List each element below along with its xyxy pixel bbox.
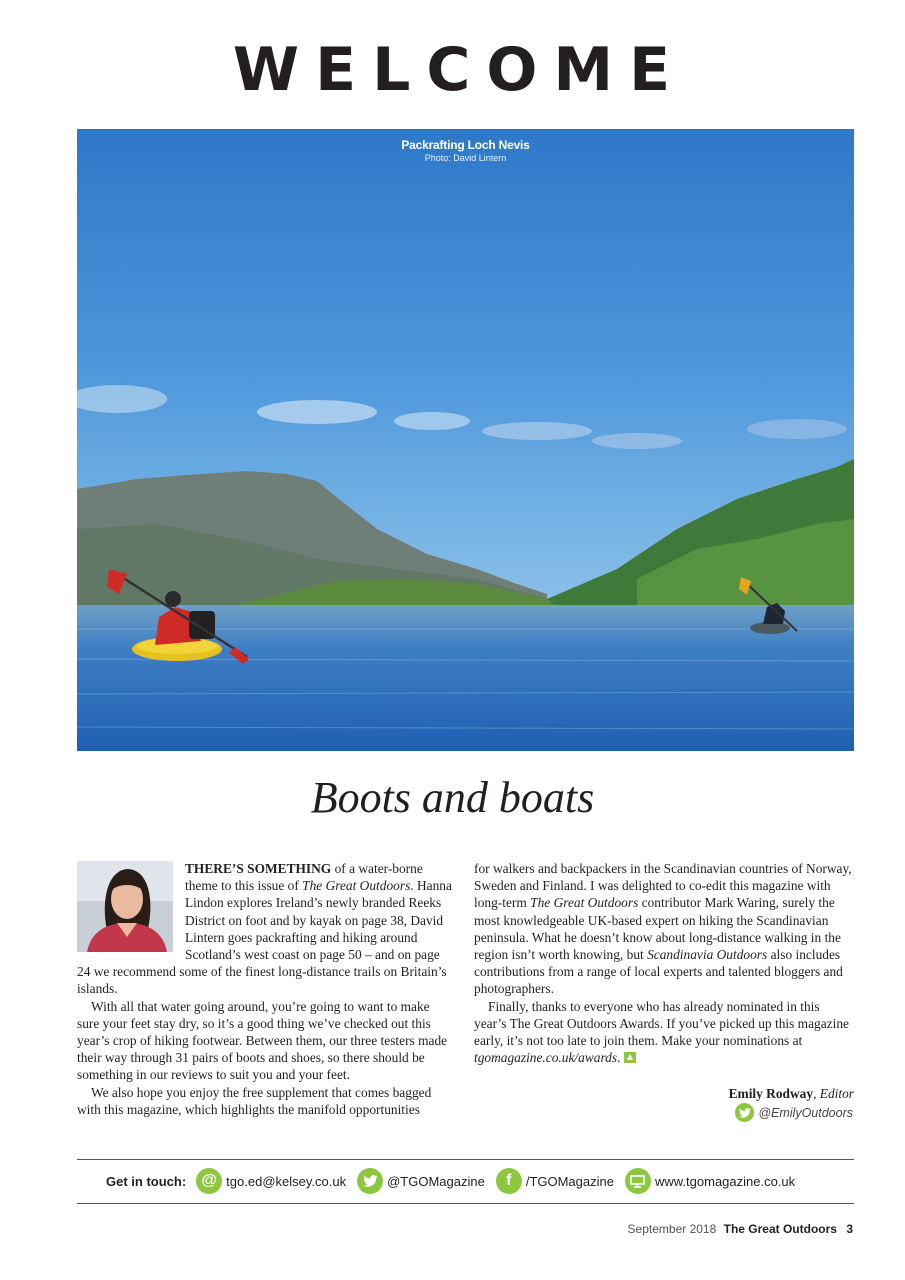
editor-name: Emily Rodway: [728, 1086, 814, 1101]
monitor-icon: [625, 1168, 651, 1194]
contact-twitter-text: @TGOMagazine: [387, 1173, 485, 1189]
paragraph-2: With all that water going around, you’re going to want to make sure your feet stay dry, so it’s a good thing we’ve checked out this year’s crop of hiking footwear. Between them, our three testers made their way through 31 pairs of boots and shoes, so there should be something in our reviews to suit you and your feet.: [77, 998, 448, 1083]
paragraph-3: We also hope you enjoy the free supplement that comes bagged with this magazine, which highlights the manifold opportunities: [77, 1084, 432, 1117]
hero-photo: [77, 129, 854, 751]
contact-bar: [106, 1166, 806, 1196]
p4-end: .: [617, 1050, 621, 1066]
article-headline: Boots and boats: [310, 773, 595, 822]
footer-date: September 2018: [627, 1222, 717, 1236]
p3-cont-publication: The Great Outdoors: [530, 895, 639, 911]
contact-rule-top: [77, 1159, 854, 1160]
facebook-icon: f: [496, 1168, 522, 1194]
p3-cont-a: for walkers and backpackers in the Scandinavian countries of Norway, Sweden and Finland. I was delighted to co-edit this magazine with long-term: [474, 861, 852, 911]
editor-twitter-handle: @EmilyOutdoors: [758, 1105, 853, 1120]
contact-email-text: tgo.ed@kelsey.co.uk: [226, 1173, 347, 1189]
hero-photo-image: [77, 129, 854, 751]
page-number: 3: [846, 1222, 853, 1236]
email-icon: @: [196, 1168, 222, 1194]
awards-link[interactable]: tgomagazine.co.uk/awards: [474, 1050, 618, 1066]
p1-text-a: of a water-borne theme to this issue of: [185, 861, 423, 894]
article-column-left: [77, 860, 455, 1118]
contact-rule-bottom: [77, 1203, 854, 1204]
p3-cont-supplement: Scandinavia Outdoors: [647, 947, 768, 963]
photo-caption: [77, 138, 854, 163]
editor-avatar: [77, 861, 173, 952]
editor-signature: Emily Rodway, Editor: [728, 1086, 854, 1101]
article-column-right: [474, 860, 854, 1066]
contact-twitter[interactable]: [357, 1168, 485, 1194]
p3-cont-b: contributor Mark Waring, surely the most knowledgeable UK-based expert on hiking the Scandinavian peninsula. What he doesn’t know about long-distance walking in the region isn’t worth knowing, but: [474, 895, 841, 963]
page-footer: [628, 1222, 853, 1236]
editor-twitter[interactable]: [735, 1103, 853, 1122]
contact-label: Get in touch:: [106, 1173, 187, 1189]
twitter-icon: [357, 1168, 383, 1194]
page-title: WELCOME: [232, 35, 687, 105]
p1-text-b: . Hanna Lindon explores Ireland’s newly branded Reeks District on foot and by kayak on page 38, David Lintern goes packrafting and hiking around Scotland’s west coast on page 50 – and on page 24 we recommend some of the finest long-distance trails on Britain’s islands.: [77, 878, 452, 997]
caption-title: Packrafting Loch Nevis: [401, 138, 530, 152]
lead-in: THERE’S SOMETHING: [185, 861, 332, 876]
contact-facebook-text: /TGOMagazine: [525, 1173, 614, 1189]
twitter-icon: [735, 1103, 754, 1122]
p4-text: Finally, thanks to everyone who has already nominated in this year’s The Great Outdoors Awards. If you’ve picked up this magazine early, it’s not too late to join them. Make your nominations at: [474, 998, 849, 1049]
contact-email[interactable]: [196, 1168, 346, 1194]
p3-cont-c: also includes contributions from a range of local experts and talented bloggers and photographers.: [474, 947, 843, 997]
contact-website[interactable]: [625, 1168, 795, 1194]
end-mark-icon: [624, 1052, 636, 1063]
contact-website-text: www.tgomagazine.co.uk: [654, 1173, 796, 1189]
caption-credit: Photo: David Lintern: [424, 153, 507, 163]
footer-magazine: The Great Outdoors: [723, 1222, 837, 1236]
editor-role: Editor: [819, 1086, 854, 1101]
p1-publication: The Great Outdoors: [302, 878, 411, 894]
contact-facebook[interactable]: [496, 1168, 614, 1194]
